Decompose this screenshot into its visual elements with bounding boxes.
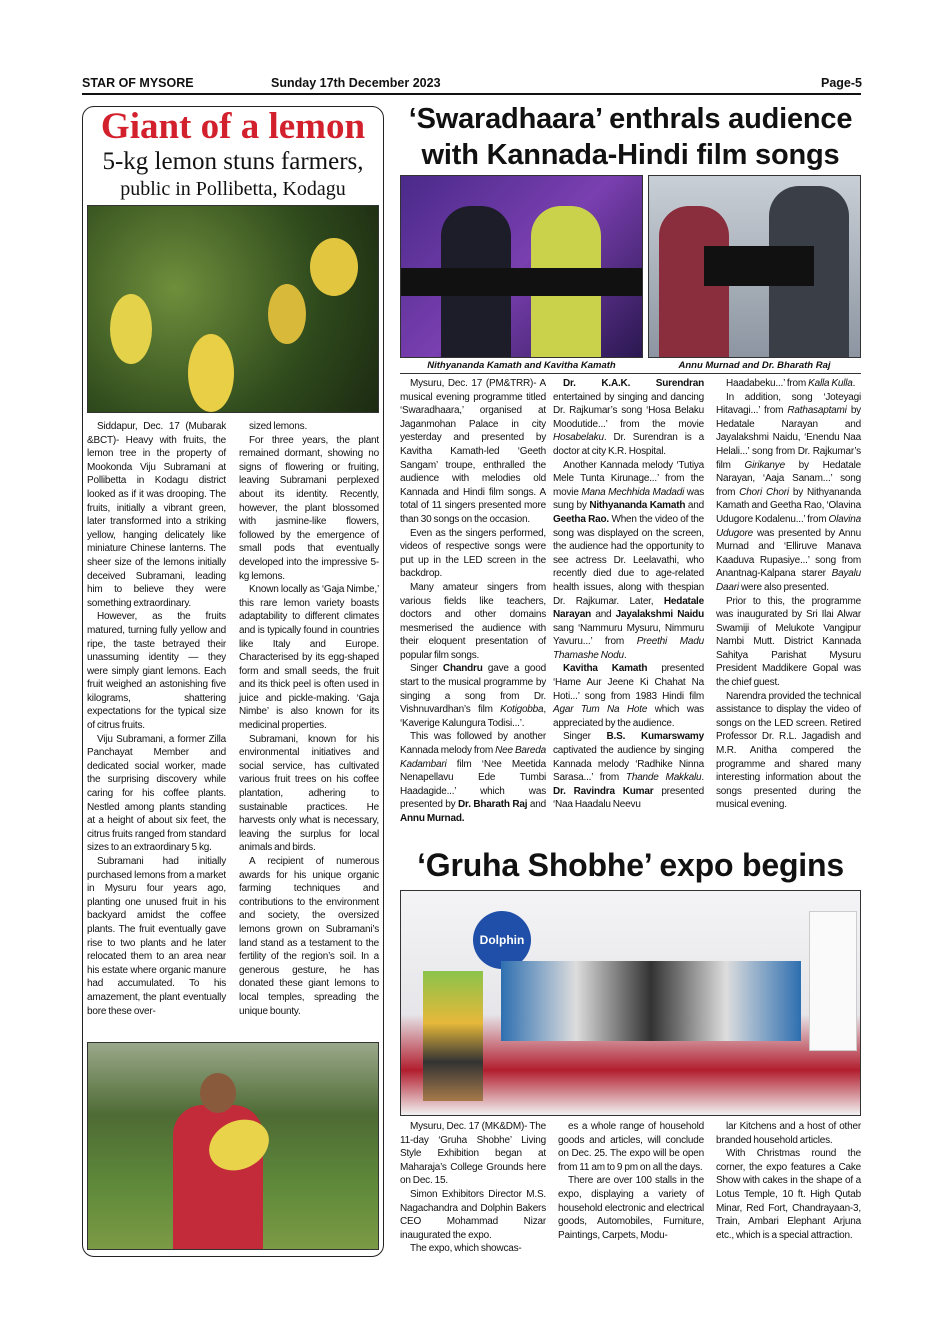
masthead-date: Sunday 17th December 2023: [271, 76, 441, 90]
bold-name: Kavitha Kamath: [563, 663, 648, 675]
swaradhaara-column-1: [400, 377, 546, 826]
text-run: which was appreciated by the audience.: [553, 704, 704, 729]
bold-name: Hedatale Narayan: [553, 595, 704, 621]
text-run: Siddapur, Dec. 17 (Mubarak &BCT)- Heavy with fruits, the lemon tree in the property of Mookonda Viju Subramani at Pollibetta in Kodagu district looked as if it was drooping. The fruits, initially a vibrant green, later transformed into a striking yellow, hanging delicately like miniature Chinese lanterns. The sheer size of the lemons initially deceived Subramani, leading him to believe they were something extraordinary.: [87, 421, 226, 609]
text-run: es a whole range of household goods and articles, will conclude on Dec. 25. The expo will be open from 11 am to 9 pm on all the days.: [558, 1121, 704, 1173]
masthead-page-number: Page-5: [821, 76, 862, 90]
article-paragraph: [716, 1147, 861, 1242]
article-paragraph: [239, 583, 379, 733]
bold-name: Dr. K.A.K. Surendran: [563, 378, 704, 389]
bold-name: Jayalakshmi Naidu: [615, 609, 704, 621]
photo-caption-1: Nithyananda Kamath and Kavitha Kamath: [427, 360, 616, 371]
article-paragraph: [87, 420, 226, 610]
article-paragraph: [239, 434, 379, 584]
bold-name: Annu Murnad.: [400, 813, 465, 824]
lemon-fruit: [110, 294, 152, 364]
bold-name: Dr. Bharath Raj: [458, 799, 528, 811]
text-run: Viju Subramani, a former Zilla Panchayat Member and dedicated social worker, made the surprising discovery while caring for his coffee plants. Nestled among plants standing at a height of about six feet, the citrus fruits ranged from standard sizes to an extraordinary 5 kg.: [87, 733, 226, 854]
text-run: Haadabeku...’ from: [726, 378, 809, 389]
article-paragraph: [553, 662, 704, 730]
people-group: [501, 961, 801, 1041]
bold-name: Chandru: [442, 663, 483, 675]
article-paragraph: [553, 730, 704, 812]
text-run: Mysuru, Dec. 17 (MK&DM)- The 11-day ‘Gruha Shobhe’ Living Style Exhibition began at Maharaja’s College Grounds here on Dec. 15.: [400, 1121, 546, 1187]
text-run: .: [701, 772, 704, 784]
bold-name: Dr. Ravindra Kumar: [553, 785, 654, 797]
text-run: was sung by: [553, 486, 704, 512]
text-run: In addition, song ‘Joteyagi Hitavagi...’ from: [716, 391, 861, 417]
text-run: and: [685, 500, 704, 512]
text-run: was presented by Annu Murnad and ‘Elliruve Manava Kaaduva Rupasiye...’ song from Anantnag-Kalpana starer: [716, 527, 861, 580]
italic-title: Rathasaptami: [787, 405, 847, 417]
text-run: However, as the fruits matured, turning fully yellow and ripe, the taste betrayed their unassuming identity — they were simply giant lemons. Each fruit weighed an astonishing five kilograms, shattering expectations for the typical size of citrus fruits.: [87, 611, 226, 732]
italic-title: Kotigobba: [500, 704, 544, 716]
text-run: Singer: [410, 663, 443, 675]
bold-name: Geetha Rao.: [553, 513, 610, 525]
article-paragraph: [716, 1120, 861, 1147]
gruha-column-1: [400, 1120, 546, 1256]
article-paragraph: [400, 1242, 546, 1256]
article-paragraph: [716, 690, 861, 812]
gruha-shobhe-headline: ‘Gruha Shobhe’ expo begins: [417, 847, 844, 883]
italic-title: Hosabelaku: [553, 432, 604, 444]
article-paragraph: [400, 1120, 546, 1188]
text-run: entertained by singing and dancing Dr. Rajkumar’s song ‘Hosa Belaku Moodutide...’ from the movie: [553, 391, 704, 430]
gruha-column-2: [558, 1120, 704, 1242]
text-run: and: [527, 799, 546, 811]
article-paragraph: [239, 733, 379, 855]
text-run: This was followed by another Kannada melody from: [400, 731, 546, 757]
text-run: Known locally as ‘Gaja Nimbe,’ this rare lemon variety boasts adaptability to different climates and is typically found in countries like Italy and Europe. Characterised by its egg-shaped form and small seeds, the fruit and its thick peel is often used in juice and pickle-making. ‘Gaja Nimbe’ is also known for its medicinal properties.: [239, 584, 379, 732]
lemon-subhead-2: public in Pollibetta, Kodagu: [120, 178, 346, 200]
article-paragraph: [239, 420, 379, 434]
text-run: Many amateur singers from various fields like teachers, doctors and other domains mesmerised the audience with their eloquent presentation of popular film songs.: [400, 581, 546, 661]
singers-photo-2: [648, 175, 861, 358]
music-stand: [401, 268, 643, 296]
dolphin-logo: Dolphin: [473, 911, 531, 969]
article-paragraph: [553, 459, 704, 663]
italic-title: Mana Mechhida Madadi: [581, 486, 685, 498]
text-run: sized lemons.: [249, 421, 308, 432]
bold-name: Nithyananda Kamath: [589, 500, 686, 512]
text-run: by Hedatale Narayan and Jayalakshmi Naidu, ‘Enendu Naa Helali...’ song from Dr. Rajkumar’s film: [716, 405, 861, 471]
masthead-paper-name: STAR OF MYSORE: [82, 76, 194, 90]
text-run: For three years, the plant remained dormant, showing no signs of flowering or fruiting, leaving Subramani perplexed about its identity. Recently, however, the plant blossomed with jasmine-like flowers, followed by the emergence of small pods that eventually developed into the impressive 5-kg lemons.: [239, 434, 379, 582]
singers-photo-1: [400, 175, 643, 358]
expo-cake-show-photo: [400, 890, 861, 1116]
italic-title: Preethi Madu Thamashe Nodu: [553, 636, 704, 661]
article-paragraph: [553, 377, 704, 459]
text-run: captivated the audience by singing Kannada melody ‘Radhike Ninna Sarasa...’ from: [553, 745, 704, 784]
article-paragraph: [87, 733, 226, 855]
italic-title: Olavina Udugore: [716, 513, 861, 539]
text-run: sang ‘Nammuru Mysuru, Nimmuru Yavuru...’ from: [553, 622, 704, 648]
text-run: The expo, which showcas-: [410, 1243, 522, 1255]
bold-name: B.S. Kumarswamy: [606, 731, 704, 743]
lemon-fruit: [188, 334, 234, 412]
text-run: . Dr. Surendran is a doctor at city K.R. Hospital.: [553, 432, 704, 457]
article-paragraph: [400, 377, 546, 527]
text-run: by Hedatale Narayan, ‘Aaja Sanam...’ song from: [716, 459, 861, 498]
man-head: [200, 1073, 236, 1113]
swaradhaara-headline: ‘Swaradhaara’ enthrals audience: [408, 103, 853, 135]
article-paragraph: [558, 1174, 704, 1242]
lemon-column-1: [87, 420, 226, 1018]
italic-title: Thande Makkalu: [625, 772, 702, 784]
subramani-with-lemon-photo: [87, 1042, 379, 1250]
article-paragraph: [87, 855, 226, 1018]
text-run: Another Kannada melody ‘Tutiya Mele Tunta Kirunage...’ from the movie: [553, 459, 704, 498]
text-run: Narendra provided the technical assistance to display the video of songs on the LED screen. Retired Professor Dr. R.L. Jagadish and M.R. Anitha compered the programme and shared many interesting information about the songs presented during the musical evening.: [716, 690, 861, 811]
italic-title: Kalla Kulla: [808, 378, 853, 389]
italic-title: Girikanye: [744, 459, 785, 471]
text-run: When the video of the song was displayed on the screen, the audience had the opportunity to see actress Dr. Leelavathi, who recently died due to age-related health issues, along with thespian Dr. Rajkumar. Later,: [553, 513, 704, 607]
article-paragraph: [716, 377, 861, 391]
swaradhaara-headline-2: with Kannada-Hindi film songs: [421, 139, 840, 171]
italic-title: Nee Bareda Kadambari: [400, 745, 546, 770]
text-run: gave a good start to the musical programme by singing a song from Dr. Vishnuvardhan’s film: [400, 663, 546, 716]
music-stand: [704, 246, 814, 286]
text-run: .: [623, 649, 627, 661]
text-run: There are over 100 stalls in the expo, displaying a variety of household electronic and electrical goods, Automobiles, Furniture, Paintings, Carpets, Modu-: [558, 1175, 704, 1241]
text-run: Mysuru, Dec. 17 (PM&TRR)- A musical evening programme titled ‘Swaradhaara,’ organised at Jaganmohan Palace in city yesterday and presented by Kavitha Kamath-led ‘Geeth Sangam’ troupe, enthralled the audience with melodies old Kannada and Hindi film songs. A total of 11 singers presented more than 30 songs on the occasion.: [400, 378, 546, 525]
article-paragraph: [716, 391, 861, 595]
text-run: .: [852, 378, 856, 389]
text-run: A recipient of numerous awards for his unique organic farming techniques and contributions to the environment and society, the oversized lemons grown on Subramani’s land stand as a testament to the fertility of the region’s soil. In a generous gesture, he has donated these giant lemons to local temples, spreading the unique bounty.: [239, 856, 379, 1017]
article-paragraph: [87, 610, 226, 732]
italic-title: Agar Tum Na Hote: [553, 704, 648, 716]
text-run: presented ‘Naa Haadalu Neevu: [553, 785, 705, 811]
italic-title: Chori Chori: [739, 486, 789, 498]
text-run: by Nithyananda Kamath and Geetha Rao, ‘Olavina Udugore Kodalenu...’ from: [716, 486, 861, 525]
article-paragraph: [239, 855, 379, 1018]
text-run: lar Kitchens and a host of other branded household articles.: [716, 1121, 861, 1146]
text-run: film ‘Nee Meetida Nenapellavu Ede Tumbi Haadagide...’ which was presented by: [400, 758, 546, 811]
text-run: Subramani, known for his environmental initiatives and social service, has cultivated various fruit trees on his coffee plantation, adhering to sustainable practices. He harvests only what is necessary, leaving the surplus for local animals and birds.: [239, 733, 379, 854]
text-run: With Christmas round the corner, the expo features a Cake Show with cakes in the shape of a Lotus Temple, 10 ft. High Qutab Minar, Red Fort, Chandrayaan-3, Train, Ambari Elephant Arjuna etc., which is a special attraction.: [716, 1148, 861, 1241]
article-paragraph: [400, 1188, 546, 1242]
gruha-column-3: [716, 1120, 861, 1242]
header-rule: [82, 93, 861, 95]
article-paragraph: [400, 730, 546, 825]
white-cake: [809, 911, 857, 1051]
article-paragraph: [400, 527, 546, 581]
text-run: presented ‘Hame Aur Jeene Ki Chahat Na Hoti...’ song from 1983 Hindi film: [553, 663, 704, 702]
article-paragraph: [400, 581, 546, 663]
article-paragraph: [716, 595, 861, 690]
article-paragraph: [558, 1120, 704, 1174]
text-run: Singer: [563, 731, 607, 743]
swaradhaara-column-3: [716, 377, 861, 812]
text-run: Even as the singers performed, videos of respective songs were put up in the LED screen in the backdrop.: [400, 527, 546, 580]
lemon-headline: Giant of a lemon: [100, 106, 366, 147]
text-run: were also presented.: [738, 581, 829, 593]
text-run: , ‘Kaverige Kalungura Todisi...’.: [400, 704, 546, 729]
photo-caption-2: Annu Murnad and Dr. Bharath Raj: [678, 360, 831, 371]
lemon-column-2: [239, 420, 379, 1018]
swaradhaara-column-2: [553, 377, 704, 812]
tiered-cake: [423, 971, 483, 1101]
text-run: and: [591, 609, 616, 621]
text-run: Subramani had initially purchased lemons from a market in Mysuru four years ago, planting one unused fruit in his backyard amidst the coffee plants. The fruit eventually gave rise to two plants and he later relocated them to an area near his estate where organic manure had accumulated. To his amazement, the plant eventually bore these over-: [87, 856, 226, 1017]
italic-title: Bayalu Daari: [716, 568, 861, 593]
lemon-fruit: [310, 238, 358, 296]
lemon-tree-photo: [87, 205, 379, 413]
article-paragraph: [400, 662, 546, 730]
text-run: Prior to this, the programme was inaugurated by Sri Ilai Alwar Swamiji of Melukote Vangipur Nambi Mutt. District Kannada Sahitya Parishat Mysuru President Maddikere Gopal was the chief guest.: [716, 595, 861, 689]
caption-rule: [400, 373, 861, 374]
text-run: Simon Exhibitors Director M.S. Nagachandra and Dolphin Bakers CEO Mohammad Nizar inaugurated the expo.: [400, 1188, 546, 1241]
lemon-fruit: [268, 284, 306, 344]
lemon-subhead: 5-kg lemon stuns farmers,: [102, 148, 364, 175]
